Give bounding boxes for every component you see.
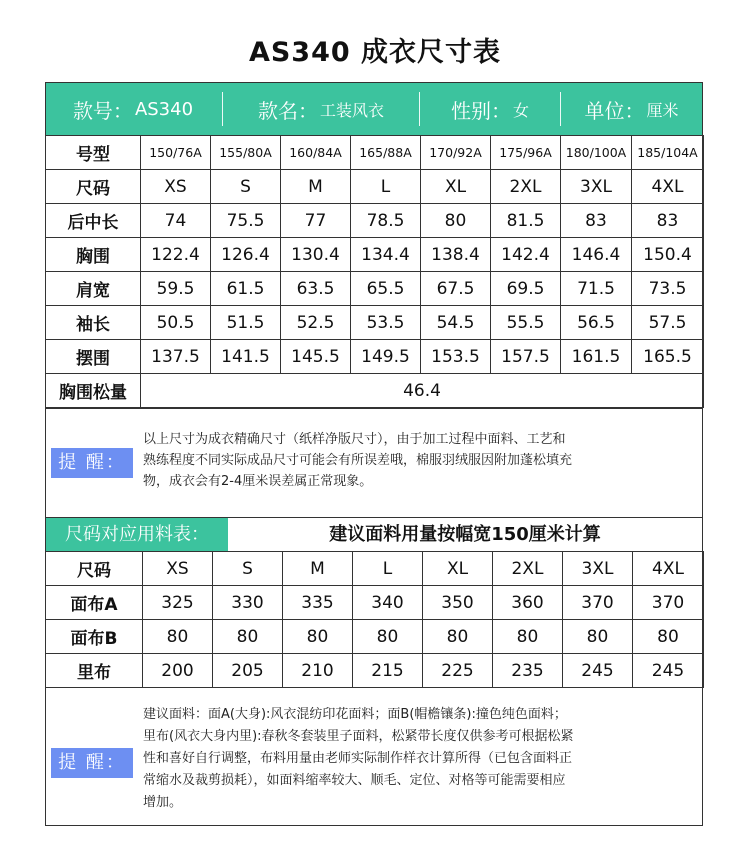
size-cell: 51.5 (211, 306, 281, 340)
size-cell: 161.5 (561, 340, 632, 374)
size-cell: 130.4 (281, 238, 351, 272)
size-cell: 149.5 (351, 340, 421, 374)
size-cell: 74 (141, 204, 211, 238)
fabric-cell: 340 (353, 586, 423, 620)
style-name-cell (223, 83, 419, 135)
fabric-row-lining (46, 654, 704, 688)
note-text (143, 429, 698, 492)
fabric-cell: M (283, 552, 353, 586)
size-cell: 150/76A (141, 136, 211, 170)
size-cell: 180/100A (561, 136, 632, 170)
size-row-sleeve (46, 306, 704, 340)
gender-label: 性别： (450, 98, 511, 123)
fabric-cell: 80 (563, 620, 633, 654)
size-cell: 53.5 (351, 306, 421, 340)
size-cell: 57.5 (632, 306, 704, 340)
fabric-section-header (46, 517, 702, 552)
row-label: 尺码 (46, 170, 141, 204)
size-cell: 145.5 (281, 340, 351, 374)
size-cell: 142.4 (491, 238, 561, 272)
style-name-value: 工装风衣 (319, 100, 384, 120)
unit-label: 单位： (584, 98, 645, 123)
note-line: 常缩水及裁剪损耗），如面料缩率较大、顺毛、定位、对格等可能需要相应 (143, 773, 566, 788)
fabric-cell: 350 (423, 586, 493, 620)
size-cell: 157.5 (491, 340, 561, 374)
size-cell: 122.4 (141, 238, 211, 272)
gender-cell (420, 83, 560, 135)
fabric-cell: XL (423, 552, 493, 586)
size-cell: 83 (561, 204, 632, 238)
size-cell: 185/104A (632, 136, 704, 170)
row-label: 里布 (46, 654, 143, 688)
size-row-ease (46, 374, 704, 408)
size-cell: 153.5 (421, 340, 491, 374)
size-row-shoulder (46, 272, 704, 306)
size-cell: 83 (632, 204, 704, 238)
note-sizing (46, 408, 702, 517)
size-cell: 3XL (561, 170, 632, 204)
unit-value: 厘米 (646, 100, 679, 120)
header-divider (419, 92, 420, 126)
note-fabric (46, 687, 702, 825)
fabric-table (45, 551, 704, 688)
size-row-code (46, 170, 704, 204)
fabric-cell: 245 (563, 654, 633, 688)
size-cell: 165.5 (632, 340, 704, 374)
size-cell: 65.5 (351, 272, 421, 306)
fabric-cell: 4XL (633, 552, 704, 586)
size-cell: 59.5 (141, 272, 211, 306)
fabric-cell: 225 (423, 654, 493, 688)
ease-label: 胸围松量 (46, 374, 141, 408)
reminder-badge: 提 醒： (51, 448, 133, 478)
size-row-hem (46, 340, 704, 374)
fabric-cell: 80 (633, 620, 704, 654)
size-chart-frame (45, 82, 703, 826)
fabric-cell: 80 (423, 620, 493, 654)
note-line: 里布(风衣大身内里):春秋冬套装里子面料，松紧带长度仅供参考可根据松紧 (143, 729, 574, 744)
size-cell: 54.5 (421, 306, 491, 340)
size-cell: 137.5 (141, 340, 211, 374)
row-label: 面布A (46, 586, 143, 620)
fabric-cell: 3XL (563, 552, 633, 586)
size-cell: 81.5 (491, 204, 561, 238)
fabric-cell: 80 (283, 620, 353, 654)
note-line: 建议面料：面A(大身):风衣混纺印花面料；面B(帽檐镶条):撞色纯色面料； (143, 707, 567, 722)
size-cell: 2XL (491, 170, 561, 204)
size-cell: 61.5 (211, 272, 281, 306)
row-label: 号型 (46, 136, 141, 170)
spec-header (46, 83, 702, 135)
row-label: 肩宽 (46, 272, 141, 306)
size-table (45, 135, 704, 408)
size-cell: 134.4 (351, 238, 421, 272)
fabric-cell: 200 (143, 654, 213, 688)
fabric-cell: 235 (493, 654, 563, 688)
ease-value: 46.4 (141, 374, 704, 408)
note-line: 性和喜好自行调整，布料用量由老师实际制作样衣计算所得（已包含面料正 (143, 751, 573, 766)
fabric-cell: 80 (143, 620, 213, 654)
fabric-cell: 80 (213, 620, 283, 654)
size-cell: 75.5 (211, 204, 281, 238)
size-cell: 78.5 (351, 204, 421, 238)
page-title: AS340 成衣尺寸表 (248, 37, 502, 68)
fabric-cell: 215 (353, 654, 423, 688)
reminder-badge: 提 醒： (51, 748, 133, 778)
size-cell: 155/80A (211, 136, 281, 170)
fabric-cell: L (353, 552, 423, 586)
header-divider (222, 92, 223, 126)
size-cell: M (281, 170, 351, 204)
fabric-cell: 205 (213, 654, 283, 688)
fabric-cell: XS (143, 552, 213, 586)
size-cell: 4XL (632, 170, 704, 204)
size-cell: 160/84A (281, 136, 351, 170)
note-text (143, 704, 698, 814)
note-line: 以上尺寸为成衣精确尺寸（纸样净版尺寸），由于加工过程中面料、工艺和 (143, 432, 566, 447)
note-line: 增加。 (143, 795, 183, 810)
size-cell: XS (141, 170, 211, 204)
size-cell: 150.4 (632, 238, 704, 272)
gender-value: 女 (512, 100, 529, 120)
size-cell: 52.5 (281, 306, 351, 340)
size-cell: 175/96A (491, 136, 561, 170)
size-row-model (46, 136, 704, 170)
header-divider (560, 92, 561, 126)
size-row-bust (46, 238, 704, 272)
fabric-section-subtitle: 建议面料用量按幅宽150厘米计算 (329, 524, 601, 545)
fabric-section-tag: 尺码对应用料表： (46, 518, 228, 552)
fabric-cell: 210 (283, 654, 353, 688)
size-cell: 126.4 (211, 238, 281, 272)
size-cell: 71.5 (561, 272, 632, 306)
fabric-cell: 360 (493, 586, 563, 620)
row-label: 尺码 (46, 552, 143, 586)
fabric-cell: 335 (283, 586, 353, 620)
style-no-value: AS340 (134, 98, 194, 120)
row-label: 摆围 (46, 340, 141, 374)
size-cell: 55.5 (491, 306, 561, 340)
fabric-cell: 80 (493, 620, 563, 654)
fabric-cell: 330 (213, 586, 283, 620)
row-label: 袖长 (46, 306, 141, 340)
row-label: 后中长 (46, 204, 141, 238)
size-cell: 73.5 (632, 272, 704, 306)
row-label: 胸围 (46, 238, 141, 272)
size-cell: L (351, 170, 421, 204)
size-cell: S (211, 170, 281, 204)
size-cell: 165/88A (351, 136, 421, 170)
size-cell: 77 (281, 204, 351, 238)
size-cell: XL (421, 170, 491, 204)
fabric-cell: 80 (353, 620, 423, 654)
fabric-cell: 2XL (493, 552, 563, 586)
size-cell: 141.5 (211, 340, 281, 374)
size-cell: 67.5 (421, 272, 491, 306)
fabric-cell: 325 (143, 586, 213, 620)
style-no-cell (46, 83, 222, 135)
fabric-cell: 370 (563, 586, 633, 620)
size-cell: 170/92A (421, 136, 491, 170)
size-cell: 50.5 (141, 306, 211, 340)
note-line: 熟练程度不同实际成品尺寸可能会有所误差哦，棉服羽绒服因附加蓬松填充 (143, 453, 573, 468)
size-cell: 63.5 (281, 272, 351, 306)
fabric-cell: 245 (633, 654, 704, 688)
row-label: 面布B (46, 620, 143, 654)
size-cell: 138.4 (421, 238, 491, 272)
size-cell: 80 (421, 204, 491, 238)
style-no-label: 款号： (72, 98, 133, 123)
note-line: 物，成衣会有2-4厘米误差属正常现象。 (143, 474, 373, 489)
unit-cell (561, 83, 702, 135)
fabric-cell: S (213, 552, 283, 586)
size-cell: 69.5 (491, 272, 561, 306)
size-cell: 146.4 (561, 238, 632, 272)
size-row-back-length (46, 204, 704, 238)
fabric-row-shell-b (46, 620, 704, 654)
size-cell: 56.5 (561, 306, 632, 340)
fabric-row-size (46, 552, 704, 586)
fabric-cell: 370 (633, 586, 704, 620)
fabric-row-shell-a (46, 586, 704, 620)
style-name-label: 款名： (257, 98, 318, 123)
